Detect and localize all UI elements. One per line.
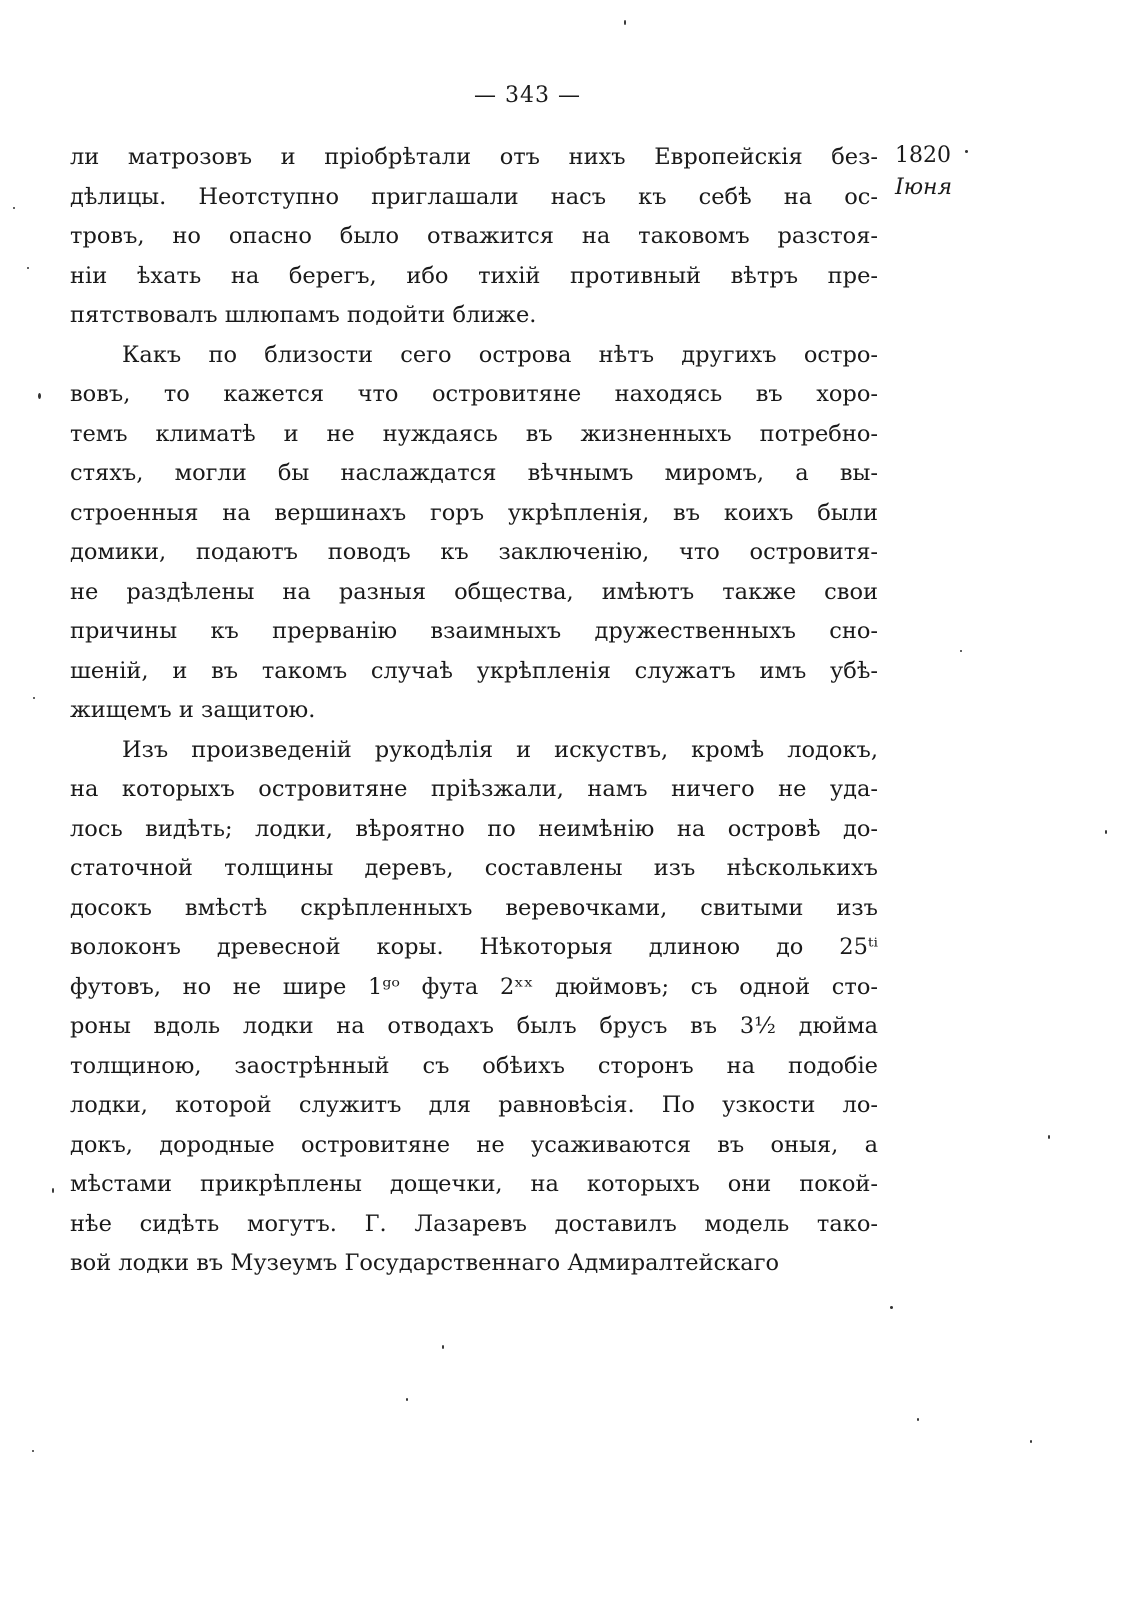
text-line: волоконъ древесной коры. Нѣкоторыя длиною до 25ᵗⁱ	[70, 934, 878, 960]
scan-speck	[442, 1345, 444, 1349]
body-text	[70, 138, 878, 1284]
scan-speck	[13, 207, 15, 209]
text-line: докъ, дородные островитяне не усаживаются въ оныя, а	[70, 1131, 878, 1158]
text-line: нѣе сидѣть могутъ. Г. Лазаревъ доставилъ модель тако-	[70, 1210, 878, 1237]
scan-speck	[917, 1418, 919, 1421]
scan-speck	[890, 1306, 893, 1309]
text-line: строенныя на вершинахъ горъ укрѣпленія, въ коихъ были	[70, 499, 878, 526]
margin-year: 1820	[895, 143, 951, 168]
text-line: тровъ, но опасно было отважится на таковомъ разстоя-	[70, 223, 878, 249]
scan-speck	[624, 20, 626, 25]
text-line: стяхъ, могли бы наслаждатся вѣчнымъ миромъ, а вы-	[70, 460, 878, 486]
text-line: вой лодки въ Музеумъ Государственнаго Адмиралтейскаго	[70, 1250, 780, 1276]
scan-speck	[960, 650, 962, 652]
text-line: не раздѣлены на разныя общества, имѣютъ также свои	[70, 578, 878, 605]
scan-speck	[1048, 1135, 1050, 1139]
text-line: дѣлицы. Неотступно приглашали насъ къ себѣ на ос-	[70, 183, 878, 210]
text-line: футовъ, но не шире 1ᵍᵒ фута 2ˣˣ дюймовъ; съ одной сто-	[70, 973, 878, 1000]
scan-speck	[1105, 830, 1107, 834]
text-line: лодки, которой служитъ для равновѣсія. По узкости ло-	[70, 1092, 878, 1118]
margin-date-note	[895, 140, 952, 204]
paragraph-3	[70, 731, 878, 1284]
text-line: на которыхъ островитяне пріѣзжали, намъ ничего не уда-	[70, 776, 878, 802]
text-line: досокъ вмѣстѣ скрѣпленныхъ веревочками, свитыми изъ	[70, 894, 878, 921]
text-line: ніи ѣхать на берегъ, ибо тихій противный вѣтръ пре-	[70, 262, 878, 289]
scan-speck	[965, 150, 968, 153]
scan-speck	[33, 697, 35, 699]
page-number: — 343 —	[474, 83, 581, 108]
scan-speck	[38, 393, 41, 399]
text-line: причины къ прерванію взаимныхъ дружественныхъ сно-	[70, 618, 878, 644]
scan-speck	[32, 1450, 34, 1452]
text-line: толщиною, заострѣнный съ обѣихъ сторонъ на подобіе	[70, 1052, 878, 1079]
scan-speck	[27, 267, 29, 269]
text-line: мѣстами прикрѣплены дощечки, на которыхъ они покой-	[70, 1171, 878, 1197]
text-line: лось видѣть; лодки, вѣроятно по неимѣнію на островѣ до-	[70, 815, 878, 842]
text-line: пятствовалъ шлюпамъ подойти ближе.	[70, 302, 537, 328]
scan-speck	[406, 1398, 408, 1401]
text-line: ли матрозовъ и пріобрѣтали отъ нихъ Европейскія без-	[70, 144, 878, 170]
text-line: вовъ, то кажется что островитяне находясь въ хоро-	[70, 381, 878, 407]
margin-month: Іюня	[895, 175, 953, 200]
text-line: темъ климатѣ и не нуждаясь въ жизненныхъ потребно-	[70, 420, 878, 447]
paragraph-1	[70, 138, 878, 336]
text-line: Какъ по близости сего острова нѣтъ другихъ остро-	[122, 341, 878, 368]
text-line: шеній, и въ такомъ случаѣ укрѣпленія служатъ имъ убѣ-	[70, 657, 878, 684]
scan-speck	[1030, 1440, 1032, 1443]
text-line: домики, подаютъ поводъ къ заключенію, что островитя-	[70, 539, 878, 565]
text-line: жищемъ и защитою.	[70, 697, 316, 723]
paragraph-2	[70, 336, 878, 731]
text-line: статочной толщины деревъ, составлены изъ нѣсколькихъ	[70, 855, 878, 881]
scan-speck	[52, 1188, 54, 1193]
text-line: роны вдоль лодки на отводахъ былъ брусъ въ 3½ дюйма	[70, 1013, 878, 1039]
text-line: Изъ произведеній рукодѣлія и искуствъ, кромѣ лодокъ,	[122, 736, 878, 763]
